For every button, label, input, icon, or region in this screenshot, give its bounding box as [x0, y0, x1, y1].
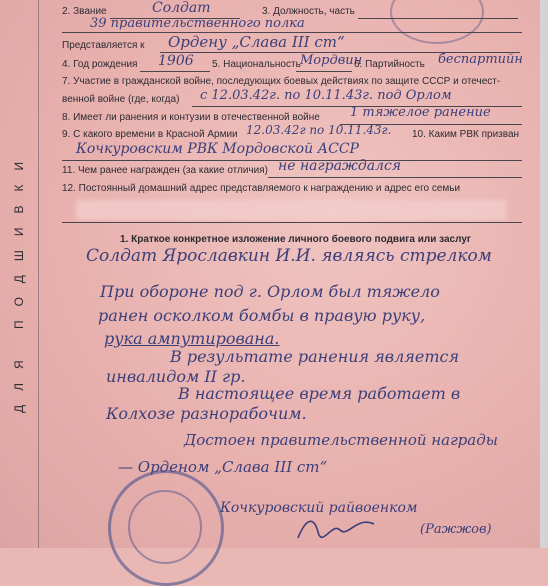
war-participation-value: с 12.03.42г. по 10.11.43г. под Орлом: [200, 88, 452, 103]
party-label: 6. Партийность: [354, 59, 425, 70]
award-label: Представляется к: [62, 40, 145, 51]
nationality-label: 5. Национальность: [212, 59, 301, 70]
draft-office-label: 10. Каким РВК призван: [412, 129, 520, 140]
draft-office-value: Кочкуровским РВК Мордовской АССР: [76, 141, 359, 157]
signatory-name: (Ражжов): [420, 522, 492, 537]
binding-margin-line: [38, 0, 39, 548]
home-address-label: 12. Постоянный домашний адрес представляемого к награждению и адрес его семьи: [62, 183, 461, 194]
underline: [296, 71, 352, 72]
narrative-line-6: инвалидом II гр.: [106, 367, 246, 386]
section-heading: 1. Краткое конкретное изложение личного боевого подвига или заслуг: [120, 234, 472, 245]
service-since-value: 12.03.42г по 10.11.43г.: [246, 123, 392, 137]
service-since-label: 9. С какого времени в Красной Армии: [62, 129, 238, 140]
narrative-line-3: ранен осколком бомбы в правую руку,: [98, 306, 426, 325]
war-participation-label: 7. Участие в гражданской войне, последующих боевых действиях по защите СССР и отечест-: [62, 76, 501, 87]
narrative-line-2: При обороне под г. Орлом был тяжело: [100, 282, 440, 301]
official-seal-inner-ring: [128, 490, 202, 564]
underline: [62, 222, 522, 223]
birth-year-label: 4. Год рождения: [62, 59, 138, 70]
party-value: беспартийн: [438, 52, 523, 67]
rank-label: 2. Звание: [62, 6, 107, 17]
position-label: 3. Должность, часть: [262, 6, 355, 17]
prior-awards-label: 11. Чем ранее награжден (за какие отличия): [62, 165, 268, 176]
wounds-label: 8. Имеет ли ранения и контузии в отечественной войне: [62, 112, 320, 123]
address-blurred-area: [76, 200, 506, 220]
narrative-line-9: Достоен правительственной награды: [184, 431, 498, 449]
signatory-title: Кочкуровский райвоенком: [220, 500, 418, 516]
unit-value: 39 правительственного полка: [90, 16, 305, 31]
signature: [296, 512, 376, 542]
narrative-line-1: Солдат Ярославкин И.И. являясь стрелком: [86, 246, 492, 266]
narrative-line-8: Колхозе разнорабочим.: [106, 404, 307, 423]
narrative-line-7: В настоящее время работает в: [178, 384, 461, 403]
prior-awards-value: не награждался: [278, 158, 402, 174]
underline: [268, 177, 522, 178]
narrative-line-10: — Орденом „Слава III ст“: [118, 458, 328, 476]
underline: [140, 71, 210, 72]
war-participation-label-2: венной войне (где, когда): [62, 94, 180, 105]
narrative-line-5: В результате ранения является: [170, 347, 460, 366]
rank-value: Солдат: [152, 0, 211, 16]
birth-year-value: 1906: [158, 53, 194, 69]
narrative-line-4: рука ампутирована.: [104, 329, 280, 348]
nationality-value: Мордвин: [300, 53, 363, 68]
award-value: Ордену „Слава III ст“: [168, 33, 345, 51]
wounds-value: 1 тяжелое ранение: [350, 105, 491, 120]
binding-margin-text: ДЛЯ ПОДШИВКИ: [12, 147, 26, 413]
page-edge: [540, 0, 548, 548]
underline: [358, 18, 518, 19]
